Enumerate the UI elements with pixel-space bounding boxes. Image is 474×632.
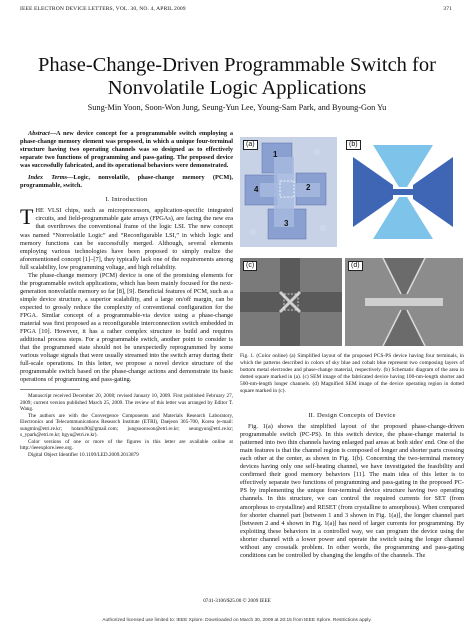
figure-panel-c	[240, 258, 342, 346]
intro-paragraph-1: THE VLSI chips, such as microprocessors, application-specific integrated circuits, and field-programmable gate arrays (FPGAs), are facing the new era that overthrows the conventional frame of the logic LSI. The new concept was named “Nonvolatile Logic” and “Reconfigurable LSI,” in which logic and memory functions can be successfully merged. Although, several elements employing various technologies have been proposed to simply realize the aforementioned concept [1]–[7], they typically lack one of the requirements among full scalability, low programming voltage, and high reliability.	[20, 204, 233, 271]
panel-label-b: (b)	[346, 140, 361, 150]
figure-panel-a	[240, 137, 337, 247]
magnified-sem-image	[345, 258, 463, 346]
abstract-label: Abstract	[28, 130, 50, 137]
figure-panel-d	[345, 258, 463, 346]
figure-caption: Fig. 1. (Color online) (a) Simplified layout of the proposed PCS-PS device having four terminals, in which the patterns described in colors of sky blue and cobalt blue represent two composing layers of bottom metal electrodes and phase-change material, respectively. (b) Schematic diagram of the area in dotted square marked in (a). (c) SEM image of the fabricated device having 100-nm-length shorter and 500-nm-length longer channels. (d) Magnified SEM image of the device operating region in dotted square marked in (c).	[240, 353, 464, 394]
index-terms-text: —Logic, nonvolatile, phase-change memory (PCM), programmable, switch.	[20, 174, 233, 190]
copyright-line: 0741-3106/$25.00 © 2009 IEEE	[203, 598, 271, 604]
region-label-1: 1	[273, 150, 278, 159]
footnote-doi: Digital Object Identifier 10.1109/LED.2009.2013879	[28, 451, 139, 458]
footnotes	[20, 393, 233, 458]
sem-image	[240, 258, 342, 346]
region-label-3: 2	[306, 183, 311, 192]
abstract	[20, 130, 233, 170]
paper-title-line-1: Phase-Change-Driven Programmable Switch for	[38, 54, 436, 76]
intro-paragraph-2: The phase-change memory (PCM) device is one of the promising elements for the programmable switch applications, which has been mainly focused for the next-generation nonvolatile memory so far [8], [9]. Beneficial features of PCM, such as a simple device structure, a superior scalability, and a large on/off margin, can be expected to grossly reduce the complexity of conventional configuration for the FPGA. Similar concept of a programmable-via device using a phase-change material was first proposed as a reconfigurable interconnection switch embedded in FPGA [10]. However, it has a rather complex structure to build and requires additional process steps. For a programmable switch, another point to consider is that the programmed state should not be unexpectedly reprogrammed by some various voltage signals that were usually streamed into the switch array during their full-scale operations. In this letter, we propose a novel device structure of the programmable switch based on the phase-change actions and demonstrate its basic operations of programming and pass-gating.	[20, 271, 233, 384]
authorized-use-notice: Authorized licensed use limited to: IEEE Xplore. Downloaded on March 30, 2009 at 20:15 from IEEE Xplore. Restrictions apply.	[102, 618, 372, 623]
panel-label-d: (d)	[348, 261, 363, 271]
section-heading-introduction: I. Introduction	[105, 196, 148, 204]
panel-label-c: (c)	[243, 261, 257, 271]
running-header: IEEE ELECTRON DEVICE LETTERS, VOL. 30, NO. 4, APRIL 2009	[20, 6, 186, 12]
index-terms	[20, 174, 233, 190]
drop-cap: T	[20, 204, 34, 230]
section-heading-design: II. Design Concepts of Device	[308, 412, 396, 419]
footnote-color: Color versions of one or more of the figures in this letter are available online at http://ieeexplore.ieee.org.	[20, 438, 233, 452]
index-terms-label: Index Terms	[28, 174, 68, 182]
abstract-text: —A new device concept for a programmable switch employing a phase-change memory element was proposed, in which a unique four-terminal structure having two operating channels was so designed as to effectively separate two functions of programming and pass-gating. The proposed device was successfully fabricated, and its operational behaviors were demonstrated.	[20, 130, 233, 170]
page-number: 371	[443, 6, 452, 12]
device-paragraph-1: Fig. 1(a) shows the simplified layout of the proposed phase-change-driven programmable switch (PC-PS). In this switch device, the phase-change material is patterned into two thin channels having enlarged pad areas at both sides' end. One of the main features is that the channel region is composed of longer and shorter parts crossing each other at the center, as shown in Fig. 1(b). Concerning the two-terminal memory devices having only one self-heating channel, we have investigated the feasibility and confirmed their good memory behaviors [11]. The main idea of this letter is to effectively separate two functions of programming and pass-gating in the proposed PC-PS by implementing the unique four-terminal device structure having two operating channels. In this structure, we can control the required currents for SET (from amorphous to crystalline) and RESET (from crystalline to amorphous). When compared for shorter channel part [between 1 and 3 shown in Fig. 1(a)], the longer channel part [between 2 and 4 shown in Fig. 1(a)] has need of larger currents for programming. By exploiting these behaviors in a controlled way, we can program the device using the shorter channel with a lower power and operate the switch using the longer channel without any crosstalk problem. In other words, the programming and pass-gating conditions can be controlled by changing the lengths of the channels. The	[240, 423, 464, 559]
panel-label-a: (a)	[243, 140, 258, 150]
left-column	[20, 130, 233, 458]
region-label-2: 4	[254, 185, 259, 194]
footnote-rule	[20, 389, 80, 390]
paper-title-line-2: Nonvolatile Logic Applications	[107, 77, 367, 99]
right-column	[240, 412, 464, 560]
figure-panel-b	[343, 137, 463, 247]
footnote-manuscript: Manuscript received December 20, 2008; revised January 10, 2009. First published February 27, 2009; current version published March 25, 2009. The review of this letter was arranged by Editor T. Wang.	[20, 393, 233, 413]
schematic-drawing	[343, 137, 463, 247]
footnote-affiliation: The authors are with the Convergence Components and Materials Research Laboratory, Electronics and Telecommunications Research Institute (ETRI), Daejeon 305-700, Korea (e-mail: sungmin@etri.re.kr; hotaru90@gmail.com; jungsoonwon@etri.re.kr; seungyun@etri.re.kr; s_ypark@etri.re.kr; bgyu@etri.re.kr).	[20, 412, 233, 439]
author-list: Sung-Min Yoon, Soon-Won Jung, Seung-Yun Lee, Young-Sam Park, and Byoung-Gon Yu	[87, 103, 387, 112]
region-label-4: 3	[284, 219, 289, 228]
